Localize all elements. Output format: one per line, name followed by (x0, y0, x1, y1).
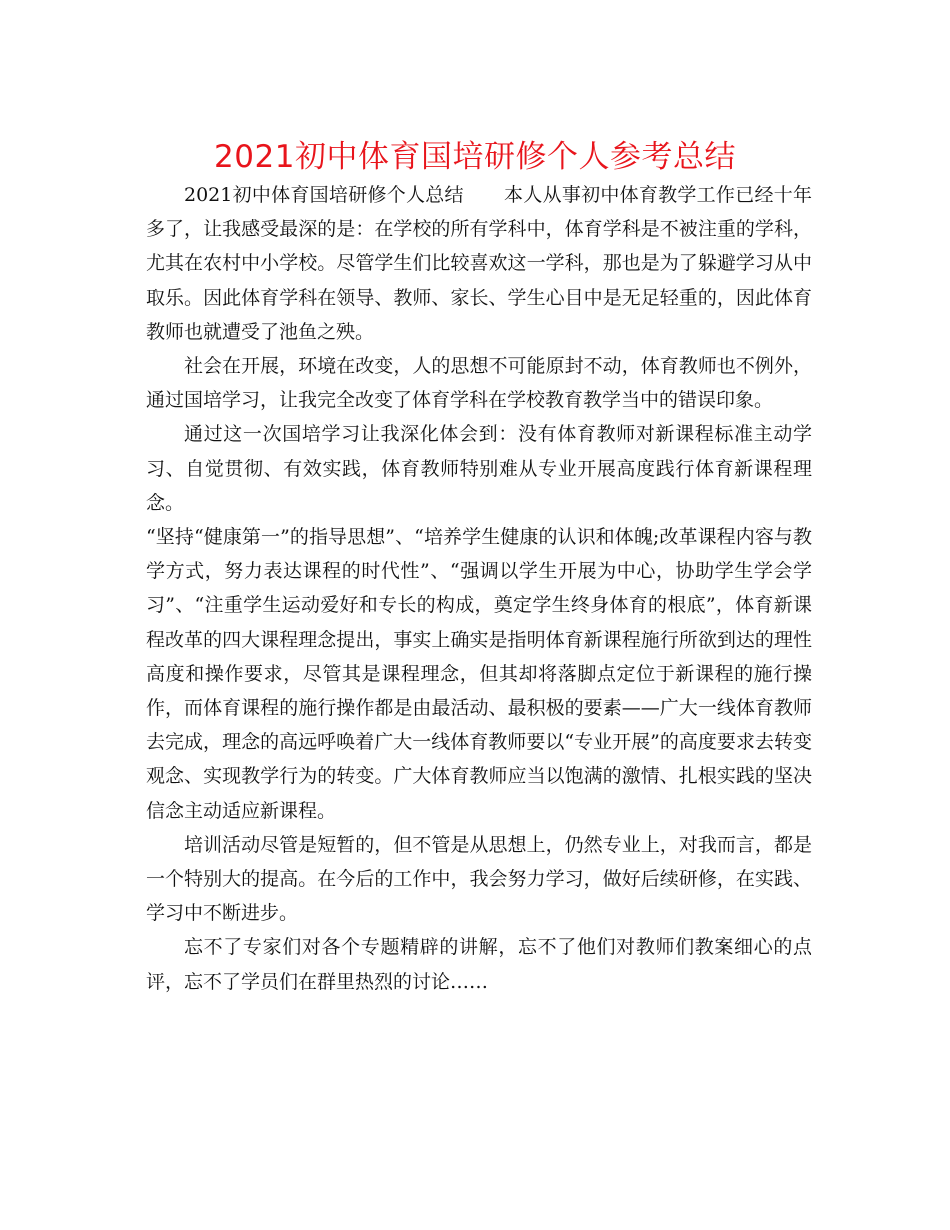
paragraph-5: 培训活动尽管是短暂的，但不管是从思想上，仍然专业上，对我而言，都是一个特别大的提高。在今后的工作中，我会努力学习，做好后续研修，在实践、学习中不断进步。 (146, 833, 812, 925)
paragraph-6: 忘不了专家们对各个专题精辟的讲解，忘不了他们对教师们教案细心的点评，忘不了学员们在群里热烈的讨论…… (146, 936, 812, 993)
document-body (146, 178, 812, 999)
paragraph-intro (146, 178, 812, 349)
paragraph-4: “坚持“健康第一”的指导思想”、“培养学生健康的认识和体魄;改革课程内容与教学方式，努力表达课程的时代性”、“强调以学生开展为中心，协助学生学会学习”、“注重学生运动爱好和专长的构成，奠定学生终身体育的根底”，体育新课程改革的四大课程理念提出，事实上确实是指明体育新课程施行所欲到达的理性高度和操作要求，尽管其是课程理念，但其却将落脚点定位于新课程的施行操作，而体育课程的施行操作都是由最活动、最积极的要素——广大一线体育教师去完成，理念的高远呼唤着广大一线体育教师要以“专业开展”的高度要求去转变观念、实现教学行为的转变。广大体育教师应当以饱满的激情、扎根实践的坚决信念主动适应新课程。 (146, 526, 812, 822)
paragraph-3: 通过这一次国培学习让我深化体会到：没有体育教师对新课程标准主动学习、自觉贯彻、有效实践，体育教师特别难从专业开展高度践行体育新课程理念。 (146, 423, 812, 514)
paragraph-2: 社会在开展，环境在改变，人的思想不可能原封不动，体育教师也不例外，通过国培学习，让我完全改变了体育学科在学校教育教学当中的错误印象。 (146, 355, 812, 412)
paragraph-text: 本人从事初中体育教学工作已经十年多了，让我感受最深的是：在学校的所有学科中，体育学科是不被注重的学科，尤其在农村中小学校。尽管学生们比较喜欢这一学科，那也是为了躲避学习从中取乐。因此体育学科在领导、教师、家长、学生心目中是无足轻重的，因此体育教师也就遭受了池鱼之殃。 (146, 184, 812, 343)
document-title: 2021初中体育国培研修个人参考总结 (214, 139, 736, 175)
paragraph-lead: 2021初中体育国培研修个人总结 (184, 184, 464, 206)
